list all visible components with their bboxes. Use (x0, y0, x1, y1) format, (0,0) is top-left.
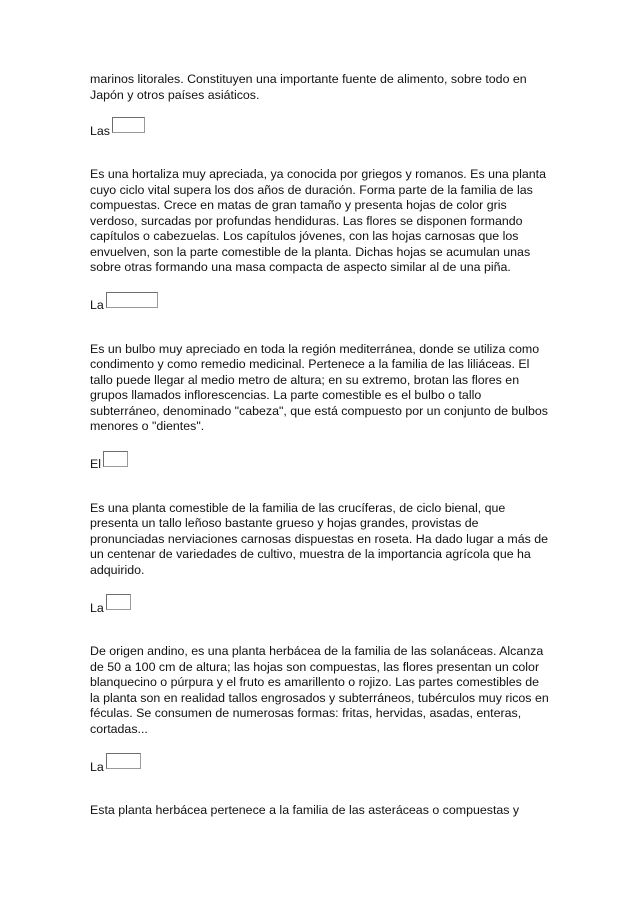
answer-prefix-3: El (90, 457, 102, 471)
answer-input-1[interactable] (112, 117, 145, 133)
document-page (90, 72, 550, 819)
question-description-5: De origen andino, es una planta herbácea de la familia de las solanáceas. Alcanza de 50 a 100 cm de altura; las hojas son compuestas, las flores presentan un color blanquecino o púrpura y el fruto es amarillento o rojizo. Las partes comestibles de la planta son en realidad tallos engrosados y subterráneos, tubérculos muy ricos en féculas. Se consumen de numerosas formas: fritas, hervidas, asadas, enteras, cortadas... (90, 644, 549, 736)
intro-paragraph: marinos litorales. Constituyen una importante fuente de alimento, sobre todo en Japón y otros países asiáticos. (90, 72, 527, 102)
answer-row-1 (90, 123, 550, 139)
question-description-3: Es un bulbo muy apreciado en toda la región mediterránea, donde se utiliza como condimento y como remedio medicinal. Pertenece a la familia de las liliáceas. El tallo puede llegar al medio metro de altura; en su extremo, brotan las flores en grupos llamados inflorescencias. La parte comestible es el bulbo o tallo subterráneo, denominado "cabeza", que está compuesto por un conjunto de bulbos menores o "dientes". (90, 341, 548, 433)
question-description-6: Esta planta herbácea pertenece a la familia de las asteráceas o compuestas y (90, 803, 520, 817)
answer-row-2 (90, 298, 550, 314)
answer-row-3 (90, 457, 550, 473)
answer-prefix-1: Las (90, 123, 110, 138)
answer-prefix-2: La (90, 298, 104, 312)
question-description-2: Es una hortaliza muy apreciada, ya conocida por griegos y romanos. Es una planta cuyo ciclo vital supera los dos años de duración. Forma parte de la familia de las compuestas. Crece en matas de gran tamaño y presenta hojas de color gris verdoso, surcadas por profundas hendiduras. Las flores se disponen formando capítulos o cabezuelas. Los capítulos jóvenes, con las hojas carnosas que los envuelven, son la parte comestible de la planta. Dichas hojas se acumulan unas sobre otras formando una masa compacta de aspecto similar al de una piña. (90, 167, 546, 274)
answer-row-5 (90, 759, 550, 775)
answer-input-4[interactable] (106, 594, 131, 610)
answer-prefix-5: La (90, 759, 104, 774)
answer-prefix-4: La (90, 600, 104, 615)
answer-input-2[interactable] (106, 292, 158, 308)
answer-row-4 (90, 600, 550, 616)
answer-input-5[interactable] (106, 753, 141, 769)
answer-input-3[interactable] (103, 451, 128, 467)
question-description-4: Es una planta comestible de la familia de las crucíferas, de ciclo bienal, que presenta un tallo leñoso bastante grueso y hojas grandes, provistas de pronunciadas nerviaciones carnosas dispuestas en roseta. Ha dado lugar a más de un centenar de variedades de cultivo, muestra de la importancia agrícola que ha adquirido. (90, 500, 549, 577)
